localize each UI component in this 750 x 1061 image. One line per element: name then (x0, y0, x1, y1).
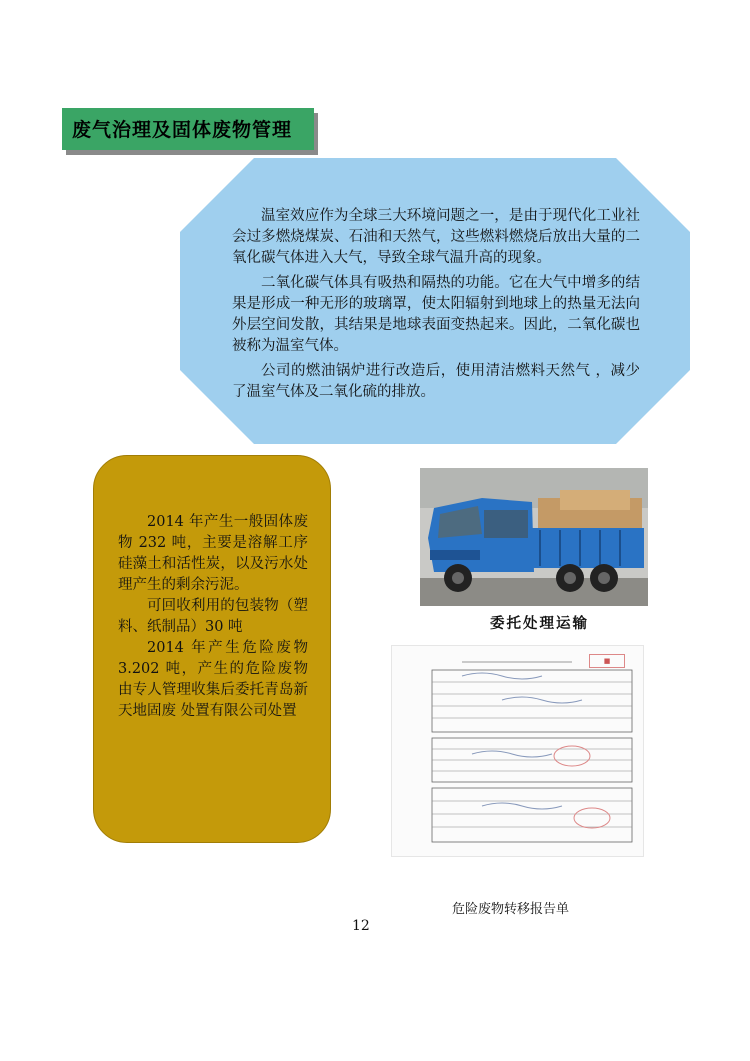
greenhouse-paragraph-2: 二氧化碳气体具有吸热和隔热的功能。它在大气中增多的结果是形成一种无形的玻璃罩，使太阳辐射到地球上的热量无法向外层空间发散，其结果是地球表面变热起来。因此，二氧化碳也被称为温室气体。 (232, 275, 640, 354)
solid-waste-paragraph-3: 2014 年产生危险废物 3.202 吨，产生的危险废物由专人管理收集后委托青岛新天地固废 处置有限公司处置 (118, 640, 308, 719)
greenhouse-paragraph-3: 公司的燃油锅炉进行改造后，使用清洁燃料天然气 ，减少了温室气体及二氧化硫的排放。 (232, 363, 640, 400)
solid-waste-text (118, 512, 308, 722)
stamp-icon: ■ (589, 654, 625, 668)
solid-waste-paragraph-1: 2014 年产生一般固体废物 232 吨，主要是溶解工序硅藻土和活性炭，以及污水处理产生的剩余污泥。 (118, 514, 308, 593)
greenhouse-text (232, 206, 640, 407)
form-caption: 危险废物转移报告单 (452, 902, 570, 917)
section-title-box (62, 108, 314, 150)
solid-waste-paragraph-2: 可回收利用的包装物（塑料、纸制品）30 吨 (118, 598, 308, 635)
truck-caption: 委托处理运输 (490, 615, 589, 632)
transfer-form-image (391, 645, 644, 857)
greenhouse-paragraph-1: 温室效应作为全球三大环境问题之一，是由于现代化工业社会过多燃烧煤炭、石油和天然气，这些燃料燃烧后放出大量的二氧化碳气体进入大气，导致全球气温升高的现象。 (232, 208, 640, 266)
section-title: 废气治理及固体废物管理 (72, 119, 293, 141)
truck-photo (420, 468, 648, 606)
page-number: 12 (352, 918, 370, 934)
